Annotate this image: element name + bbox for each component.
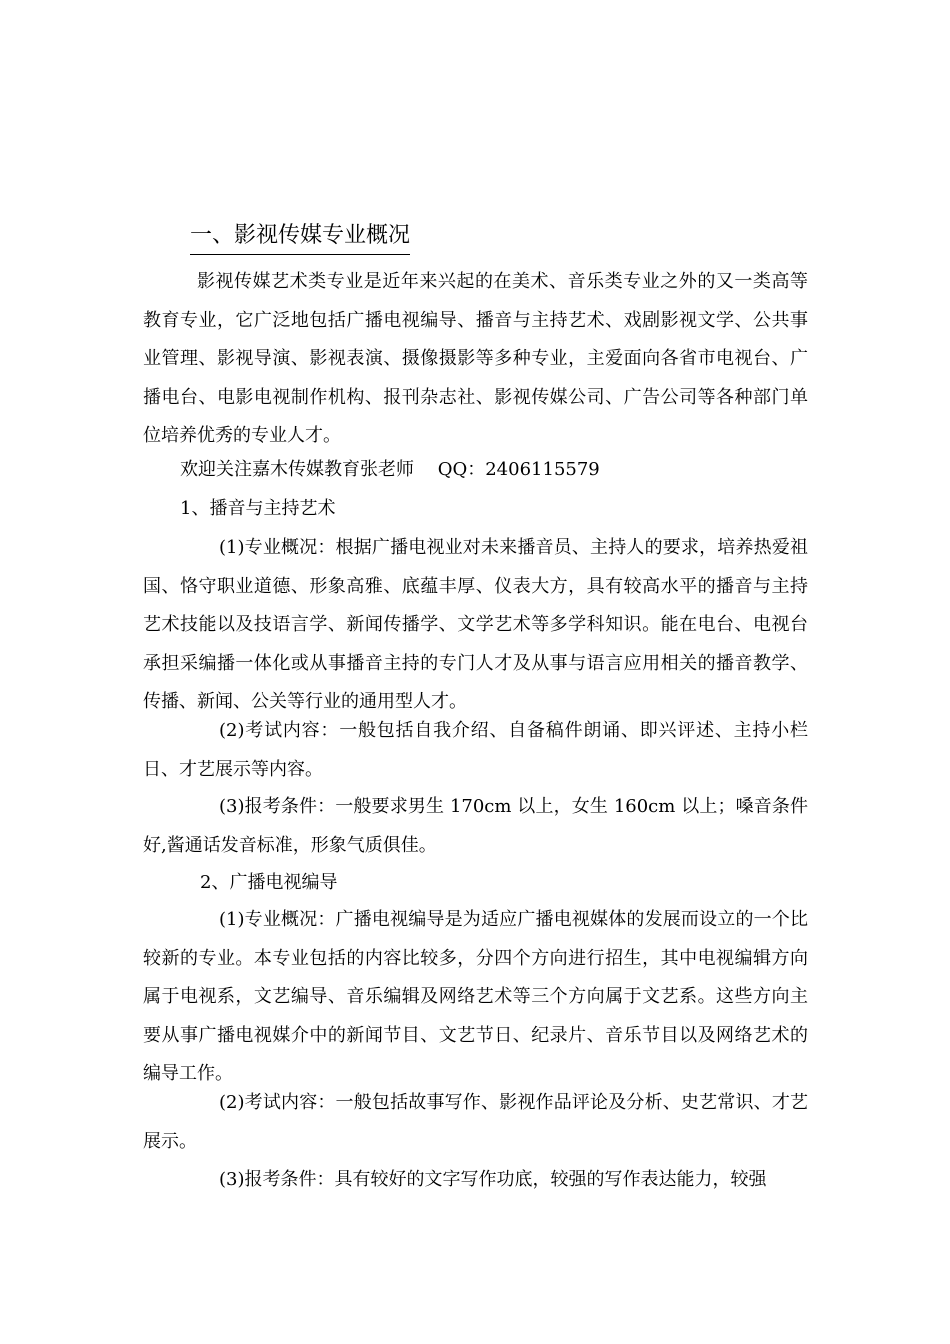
intro-paragraph: 影视传媒艺术类专业是近年来兴起的在美术、音乐类专业之外的又一类高等教育专业，它广泛地包括广播电视编导、播音与主持艺术、戏剧影视文学、公共事业管理、影视导演、影视表演、摄像摄影等多种专业，主爱面向各省市电视台、广播电台、电影电视制作机构、报刊杂志社、影视传媒公司、广告公司等各种部门单位培养优秀的专业人才。 (143, 271, 808, 446)
section1-exam: (2)考试内容：一般包括自我介绍、自备稿件朗诵、即兴评述、主持小栏日、才艺展示等内容。 (143, 720, 808, 780)
section2-title: 2、广播电视编导 (200, 872, 338, 893)
section1-requirements: (3)报考条件：一般要求男生 170cm 以上，女生 160cm 以上；嗓音条件好,酱通话发音标准，形象气质俱佳。 (143, 796, 808, 856)
section1-title: 1、播音与主持艺术 (180, 498, 336, 519)
section1-overview: (1)专业概况：根据广播电视业对未来播音员、主持人的要求，培养热爱祖国、恪守职业道德、形象高雅、底蕴丰厚、仪表大方，具有较高水平的播音与主持艺术技能以及技语言学、新闻传播学、文学艺术等多学科知识。能在电台、电视台承担采编播一体化或从事播音主持的专门人才及从事与语言应用相关的播音教学、传播、新闻、公关等行业的通用型人才。 (143, 537, 808, 712)
section-heading: 一、影视传媒专业概况 (190, 220, 410, 255)
section2-overview: (1)专业概况：广播电视编导是为适应广播电视媒体的发展而设立的一个比较新的专业。本专业包括的内容比较多，分四个方向进行招生，其中电视编辑方向属于电视系，文艺编导、音乐编辑及网络艺术等三个方向属于文艺系。这些方向主要从事广播电视媒介中的新闻节目、文艺节日、纪录片、音乐节目以及网络艺术的编导工作。 (143, 909, 808, 1084)
contact-line: 欢迎关注嘉木传媒教育张老师 QQ：2406115579 (180, 459, 600, 480)
section2-exam: (2)考试内容：一般包括故事写作、影视作品评论及分析、史艺常识、才艺展示。 (143, 1092, 808, 1152)
section2-requirements: (3)报考条件：具有较好的文字写作功底，较强的写作表达能力，较强 (219, 1169, 767, 1190)
